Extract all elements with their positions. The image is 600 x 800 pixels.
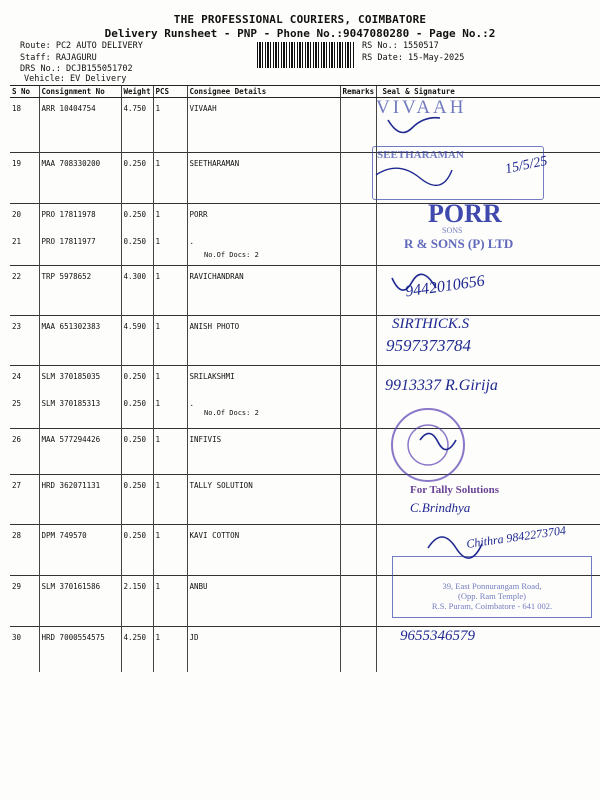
- pcs: 1 1: [153, 366, 187, 429]
- consignment-no: HRD 362071131: [39, 475, 121, 525]
- weight: 0.250: [121, 475, 153, 525]
- pharmacy-address: (Opp. Ram Temple): [458, 591, 526, 601]
- route-info: Route: PC2 AUTO DELIVERY: [20, 41, 143, 51]
- signature-text: 9442010656: [404, 272, 486, 301]
- weight: 4.750: [121, 98, 153, 153]
- col-pcs: PCS: [153, 86, 187, 98]
- consignee: KAVI COTTON: [187, 525, 340, 576]
- consignment-no: MAA 651302383: [39, 316, 121, 366]
- consignee: VIVAAH: [187, 98, 340, 153]
- weight: 0.250: [121, 429, 153, 475]
- pharmacy-address: 39, East Ponnurangam Road,: [442, 581, 542, 591]
- pcs: 1: [153, 525, 187, 576]
- weight: 0.250: [121, 525, 153, 576]
- staff-info: Staff: RAJAGURU: [20, 53, 97, 63]
- consignment-no: ARR 10404754: [39, 98, 121, 153]
- consignment-no: MAA 708330200: [39, 153, 121, 204]
- consignee: TALLY SOLUTION: [187, 475, 340, 525]
- rs-number: RS No.: 1550517: [362, 41, 439, 51]
- sno: 22: [10, 266, 39, 316]
- col-consignee: Consignee Details: [187, 86, 340, 98]
- pcs: 1: [153, 266, 187, 316]
- consignee: ANISH PHOTO: [187, 316, 340, 366]
- weight: 0.250 0.250: [121, 366, 153, 429]
- pharmacy-address: R.S. Puram, Coimbatore - 641 002.: [431, 601, 553, 611]
- weight: 2.150: [121, 576, 153, 627]
- pcs: 1: [153, 627, 187, 672]
- sno: 19: [10, 153, 39, 204]
- tally-stamp: For Tally Solutions: [410, 484, 500, 496]
- sno: 23: [10, 316, 39, 366]
- signature-text: C.Brindhya: [410, 500, 471, 515]
- signature-text: 9597373784: [386, 336, 471, 355]
- sno: 28: [10, 525, 39, 576]
- signature-text: Chithra 9842273704: [465, 523, 567, 551]
- signature-text: 9655346579: [400, 628, 475, 644]
- drs-number: DRS No.: DCJB155051702: [20, 64, 133, 74]
- consignee: ANBU: [187, 576, 340, 627]
- rs-date: RS Date: 15-May-2025: [362, 53, 465, 63]
- sno: 26: [10, 429, 39, 475]
- sno: 24 25: [10, 366, 39, 429]
- col-weight: Weight: [121, 86, 153, 98]
- docs-count: No.Of Docs: 2: [204, 409, 259, 417]
- signature-text: SIRTHICK.S: [392, 316, 470, 332]
- consignment-no: PRO 17811978 PRO 17811977: [39, 204, 121, 266]
- weight: 4.590: [121, 316, 153, 366]
- col-consignment: Consignment No: [39, 86, 121, 98]
- col-signature: Seal & Signature: [376, 86, 600, 98]
- consignment-no: MAA 577294426: [39, 429, 121, 475]
- pcs: 1: [153, 429, 187, 475]
- consignment-no: DPM 749570: [39, 525, 121, 576]
- pcs: 1: [153, 316, 187, 366]
- consignment-no: HRD 7000554575: [39, 627, 121, 672]
- company-title: THE PROFESSIONAL COURIERS, COIMBATORE: [173, 13, 427, 26]
- porr-sons-stamp: R & SONS (P) LTD: [404, 236, 514, 251]
- pcs: 1: [153, 475, 187, 525]
- consignment-no: SLM 370185035 SLM 370185313: [39, 366, 121, 429]
- weight: 4.250: [121, 627, 153, 672]
- vivaah-stamp: VIVAAH: [376, 97, 467, 118]
- col-sno: S No: [10, 86, 39, 98]
- porr-logo: PORR: [428, 199, 502, 228]
- pcs: 1: [153, 576, 187, 627]
- docs-count: No.Of Docs: 2: [204, 251, 259, 259]
- consignee: INFIVIS: [187, 429, 340, 475]
- sno: 29: [10, 576, 39, 627]
- sno: 20 21: [10, 204, 39, 266]
- consignee: PORR .: [187, 204, 340, 266]
- sno: 30: [10, 627, 39, 672]
- col-remarks: Remarks: [340, 86, 376, 98]
- consignee: SRILAKSHMI .: [187, 366, 340, 429]
- sno: 27: [10, 475, 39, 525]
- sno: 18: [10, 98, 39, 153]
- signature-text: 15/5/25: [503, 153, 549, 178]
- porr-sons: SONS: [442, 226, 463, 235]
- vehicle-info: Vehicle: EV Delivery: [24, 74, 127, 84]
- pcs: 1: [153, 98, 187, 153]
- seetharaman-stamp: SEETHARAMAN: [372, 146, 544, 200]
- runsheet-subtitle: Delivery Runsheet - PNP - Phone No.:9047080280 - Page No.:2: [104, 27, 496, 40]
- signature-text: 9913337 R.Girija: [385, 377, 498, 394]
- pcs: 1: [153, 153, 187, 204]
- consignee: JD: [187, 627, 340, 672]
- weight: 0.250 0.250: [121, 204, 153, 266]
- consignee: RAVICHANDRAN: [187, 266, 340, 316]
- pcs: 1 1: [153, 204, 187, 266]
- weight: 0.250: [121, 153, 153, 204]
- consignee: SEETHARAMAN: [187, 153, 340, 204]
- consignment-no: TRP 5978652: [39, 266, 121, 316]
- weight: 4.300: [121, 266, 153, 316]
- consignment-no: SLM 370161586: [39, 576, 121, 627]
